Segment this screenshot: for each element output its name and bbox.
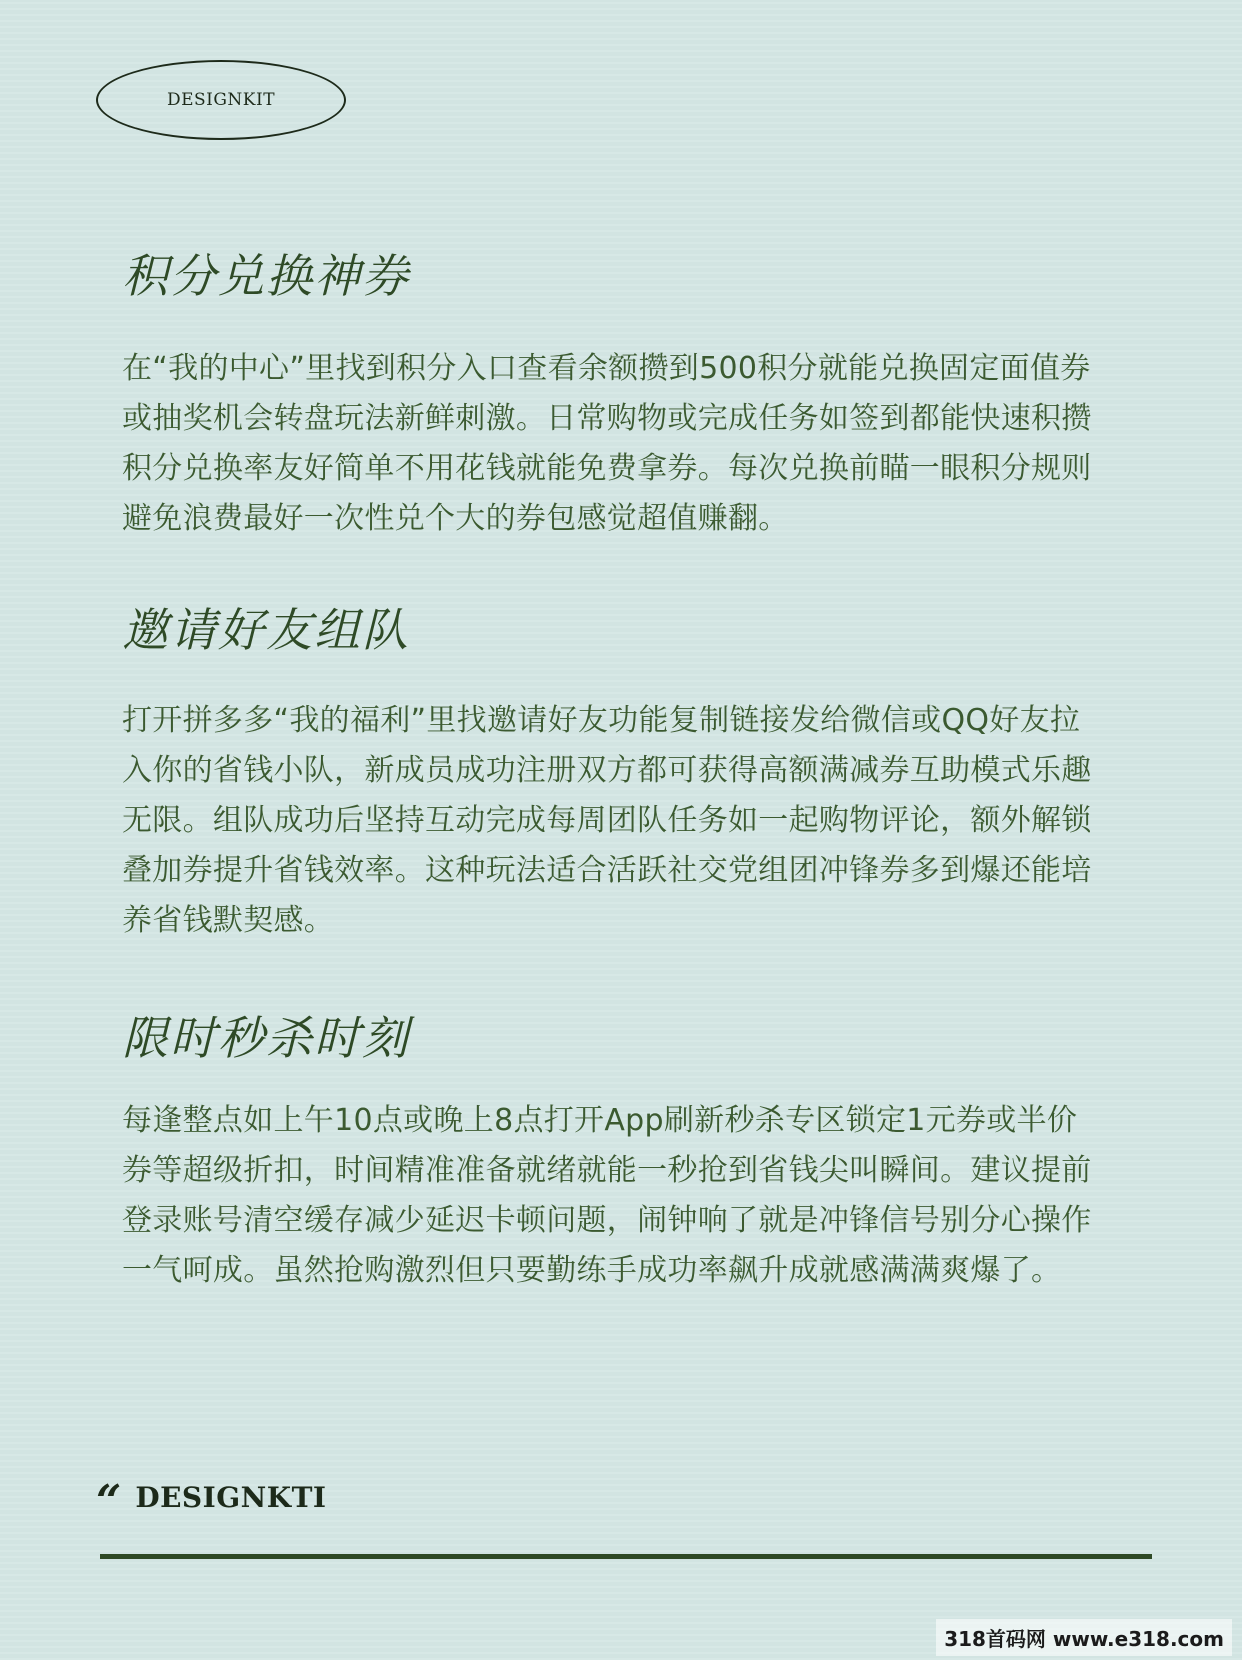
section-title-invite-friends: 邀请好友组队 bbox=[122, 603, 410, 657]
section-body-flash-sale: 每逢整点如上午10点或晚上8点打开App刷新秒杀专区锁定1元券或半价券等超级折扣，时间精准准备就绪就能一秒抢到省钱尖叫瞬间。建议提前登录账号清空缓存减少延迟卡顿问题，闹钟响了就是冲锋信号别分心操作一气呵成。虽然抢购激烈但只要勤练手成功率飙升成就感满满爽爆了。 bbox=[122, 1103, 1092, 1288]
section-title-flash-sale: 限时秒杀时刻 bbox=[122, 1011, 410, 1065]
quote-mark-icon: “ bbox=[96, 1476, 122, 1527]
site-watermark: 318首码网 www.e318.com bbox=[936, 1619, 1232, 1656]
logo-text: DESIGNKIT bbox=[166, 90, 276, 110]
footer-brand-text: DESIGNKTI bbox=[135, 1480, 327, 1514]
footer-divider bbox=[100, 1554, 1152, 1559]
section-title-points-exchange: 积分兑换神券 bbox=[122, 249, 410, 303]
footer-brand-block bbox=[96, 1470, 327, 1527]
section-body-points-exchange: 在“我的中心”里找到积分入口查看余额攒到500积分就能兑换固定面值券或抽奖机会转盘玩法新鲜刺激。日常购物或完成任务如签到都能快速积攒积分兑换率友好简单不用花钱就能免费拿券。每次兑换前瞄一眼积分规则避免浪费最好一次性兑个大的券包感觉超值赚翻。 bbox=[122, 351, 1092, 536]
section-body-invite-friends: 打开拼多多“我的福利”里找邀请好友功能复制链接发给微信或QQ好友拉入你的省钱小队，新成员成功注册双方都可获得高额满减券互助模式乐趣无限。组队成功后坚持互动完成每周团队任务如一起购物评论，额外解锁叠加券提升省钱效率。这种玩法适合活跃社交党组团冲锋券多到爆还能培养省钱默契感。 bbox=[122, 703, 1092, 938]
designkit-logo bbox=[96, 60, 346, 140]
